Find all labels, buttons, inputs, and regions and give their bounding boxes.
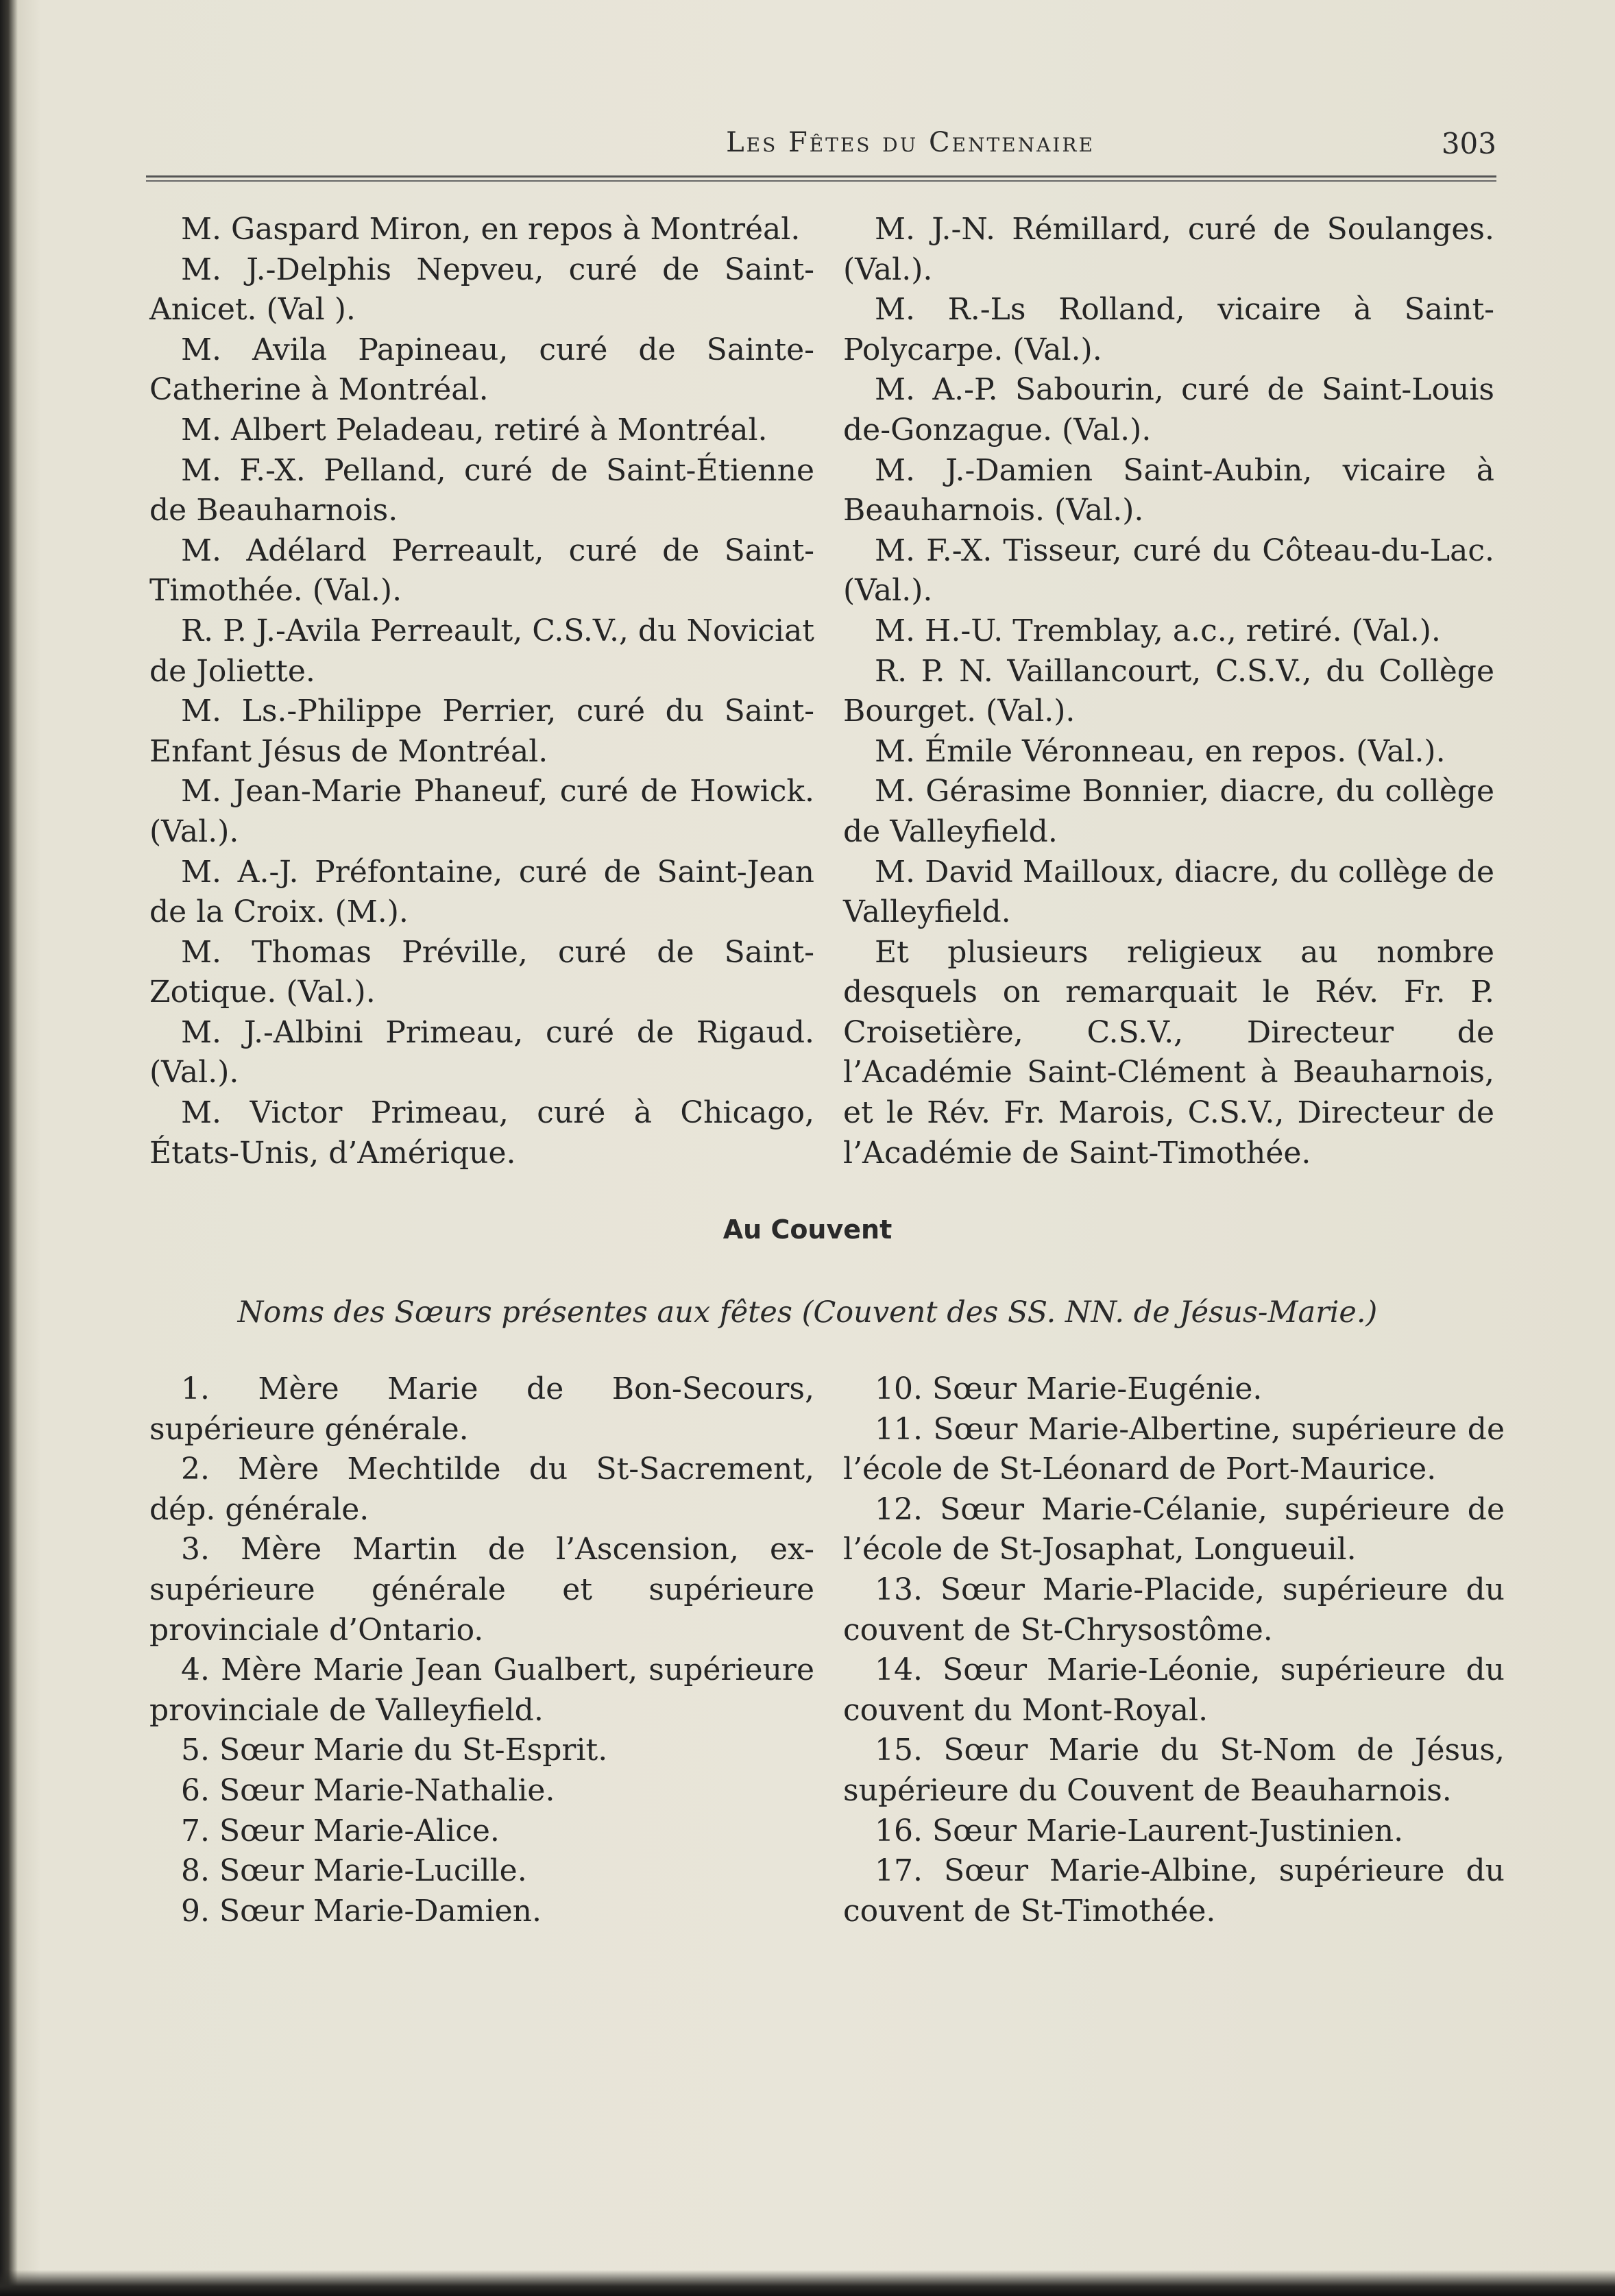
list-item: M. H.-U. Tremblay, a.c., retiré. (Val.).	[875, 613, 1441, 648]
list-item: M. Albert Peladeau, retiré à Montréal.	[181, 412, 768, 448]
list-item: 10. Sœur Marie-Eugénie.	[875, 1371, 1263, 1406]
list-item: 12. Sœur Marie-Célanie, supérieure de l’école de St-Josaphat, Longueuil.	[843, 1491, 1505, 1567]
header-rule	[146, 175, 1496, 178]
list-item: M. J.-Delphis Nepveu, curé de Saint-Anicet. (Val ).	[149, 252, 814, 328]
page-number: 303	[1441, 127, 1496, 160]
list-item: 6. Sœur Marie-Nathalie.	[181, 1772, 555, 1808]
list-item: M. A.-J. Préfontaine, curé de Saint-Jean de la Croix. (M.).	[149, 854, 814, 930]
section-heading: Au Couvent	[722, 1214, 892, 1245]
header-rule-secondary	[146, 180, 1496, 182]
list-item: 17. Sœur Marie-Albine, supérieure du couvent de St-Timothée.	[843, 1853, 1505, 1929]
list-item: 8. Sœur Marie-Lucille.	[181, 1853, 527, 1889]
list-item: M. J.-Damien Saint-Aubin, vicaire à Beauharnois. (Val.).	[843, 452, 1494, 528]
list-item: 4. Mère Marie Jean Gualbert, supérieure provinciale de Valleyfield.	[149, 1652, 814, 1728]
list-item: M. Adélard Perreault, curé de Saint-Timothée. (Val.).	[149, 533, 814, 609]
list-item: 16. Sœur Marie-Laurent-Justinien.	[875, 1813, 1404, 1848]
list-item: 11. Sœur Marie-Albertine, supérieure de l’école de St-Léonard de Port-Maurice.	[843, 1411, 1505, 1487]
list-item: M. Émile Véronneau, en repos. (Val.).	[875, 733, 1446, 769]
running-header	[146, 127, 1496, 168]
page-binding-shadow	[0, 0, 18, 2296]
list-item: 9. Sœur Marie-Damien.	[181, 1893, 542, 1929]
list-item: 2. Mère Mechtilde du St-Sacrement, dép. générale.	[149, 1452, 814, 1527]
list-item: R. P. N. Vaillancourt, C.S.V., du Collège Bourget. (Val.).	[843, 653, 1494, 729]
list-item: M. J.-Albini Primeau, curé de Rigaud. (Val.).	[149, 1014, 814, 1090]
list-item: 13. Sœur Marie-Placide, supérieure du couvent de St-Chrysostôme.	[843, 1572, 1505, 1648]
list-item: 1. Mère Marie de Bon-Secours, supérieure générale.	[149, 1371, 814, 1447]
list-item: 14. Sœur Marie-Léonie, supérieure du couvent du Mont-Royal.	[843, 1652, 1505, 1728]
page-bottom-shadow	[0, 2270, 1615, 2296]
clergy-list-right	[843, 210, 1494, 1173]
list-item: M. F.-X. Tisseur, curé du Côteau-du-Lac. (Val.).	[843, 533, 1494, 609]
list-item: 15. Sœur Marie du St-Nom de Jésus, supérieure du Couvent de Beauharnois.	[843, 1733, 1505, 1808]
list-item: M. Gérasime Bonnier, diacre, du collège de Valleyfield.	[843, 774, 1494, 849]
clergy-list-left	[149, 210, 814, 1173]
list-item: Et plusieurs religieux au nombre desquels on remarquait le Rév. Fr. P. Croisetière, C.S.V., Directeur de l’Académie Saint-Clément à Beauharnois, et le Rév. Fr. Marois, C.S.V., Directeur de l’Académie de Saint-Timothée.	[843, 934, 1494, 1171]
list-item: 5. Sœur Marie du St-Esprit.	[181, 1733, 608, 1768]
list-item: M. J.-N. Rémillard, curé de Soulanges. (Val.).	[843, 212, 1494, 287]
list-item: M. David Mailloux, diacre, du collège de Valleyfield.	[843, 854, 1494, 930]
list-item: M. Jean-Marie Phaneuf, curé de Howick. (Val.).	[149, 774, 814, 849]
list-item: 7. Sœur Marie-Alice.	[181, 1813, 500, 1848]
list-item: M. A.-P. Sabourin, curé de Saint-Louis de-Gonzague. (Val.).	[843, 372, 1494, 448]
sisters-list-left	[149, 1369, 814, 1931]
list-item: M. Ls.-Philippe Perrier, curé du Saint-Enfant Jésus de Montréal.	[149, 694, 814, 769]
sisters-list-right	[843, 1369, 1505, 1931]
list-item: 3. Mère Martin de l’Ascension, ex-supérieure générale et supérieure provinciale d’Ontario.	[149, 1532, 814, 1648]
section-subtitle: Noms des Sœurs présentes aux fêtes (Couvent des SS. NN. de Jésus-Marie.)	[237, 1295, 1378, 1330]
list-item: M. Gaspard Miron, en repos à Montréal.	[181, 212, 801, 247]
list-item: M. F.-X. Pelland, curé de Saint-Étienne de Beauharnois.	[149, 452, 814, 528]
list-item: M. Avila Papineau, curé de Sainte-Catherine à Montréal.	[149, 332, 814, 408]
list-item: M. Victor Primeau, curé à Chicago, États-Unis, d’Amérique.	[149, 1095, 814, 1171]
list-item: M. R.-Ls Rolland, vicaire à Saint-Polycarpe. (Val.).	[843, 292, 1494, 367]
list-item: M. Thomas Préville, curé de Saint-Zotique. (Val.).	[149, 934, 814, 1010]
running-title: Les Fêtes du Centenaire	[726, 127, 1095, 158]
list-item: R. P. J.-Avila Perreault, C.S.V., du Noviciat de Joliette.	[149, 613, 814, 689]
